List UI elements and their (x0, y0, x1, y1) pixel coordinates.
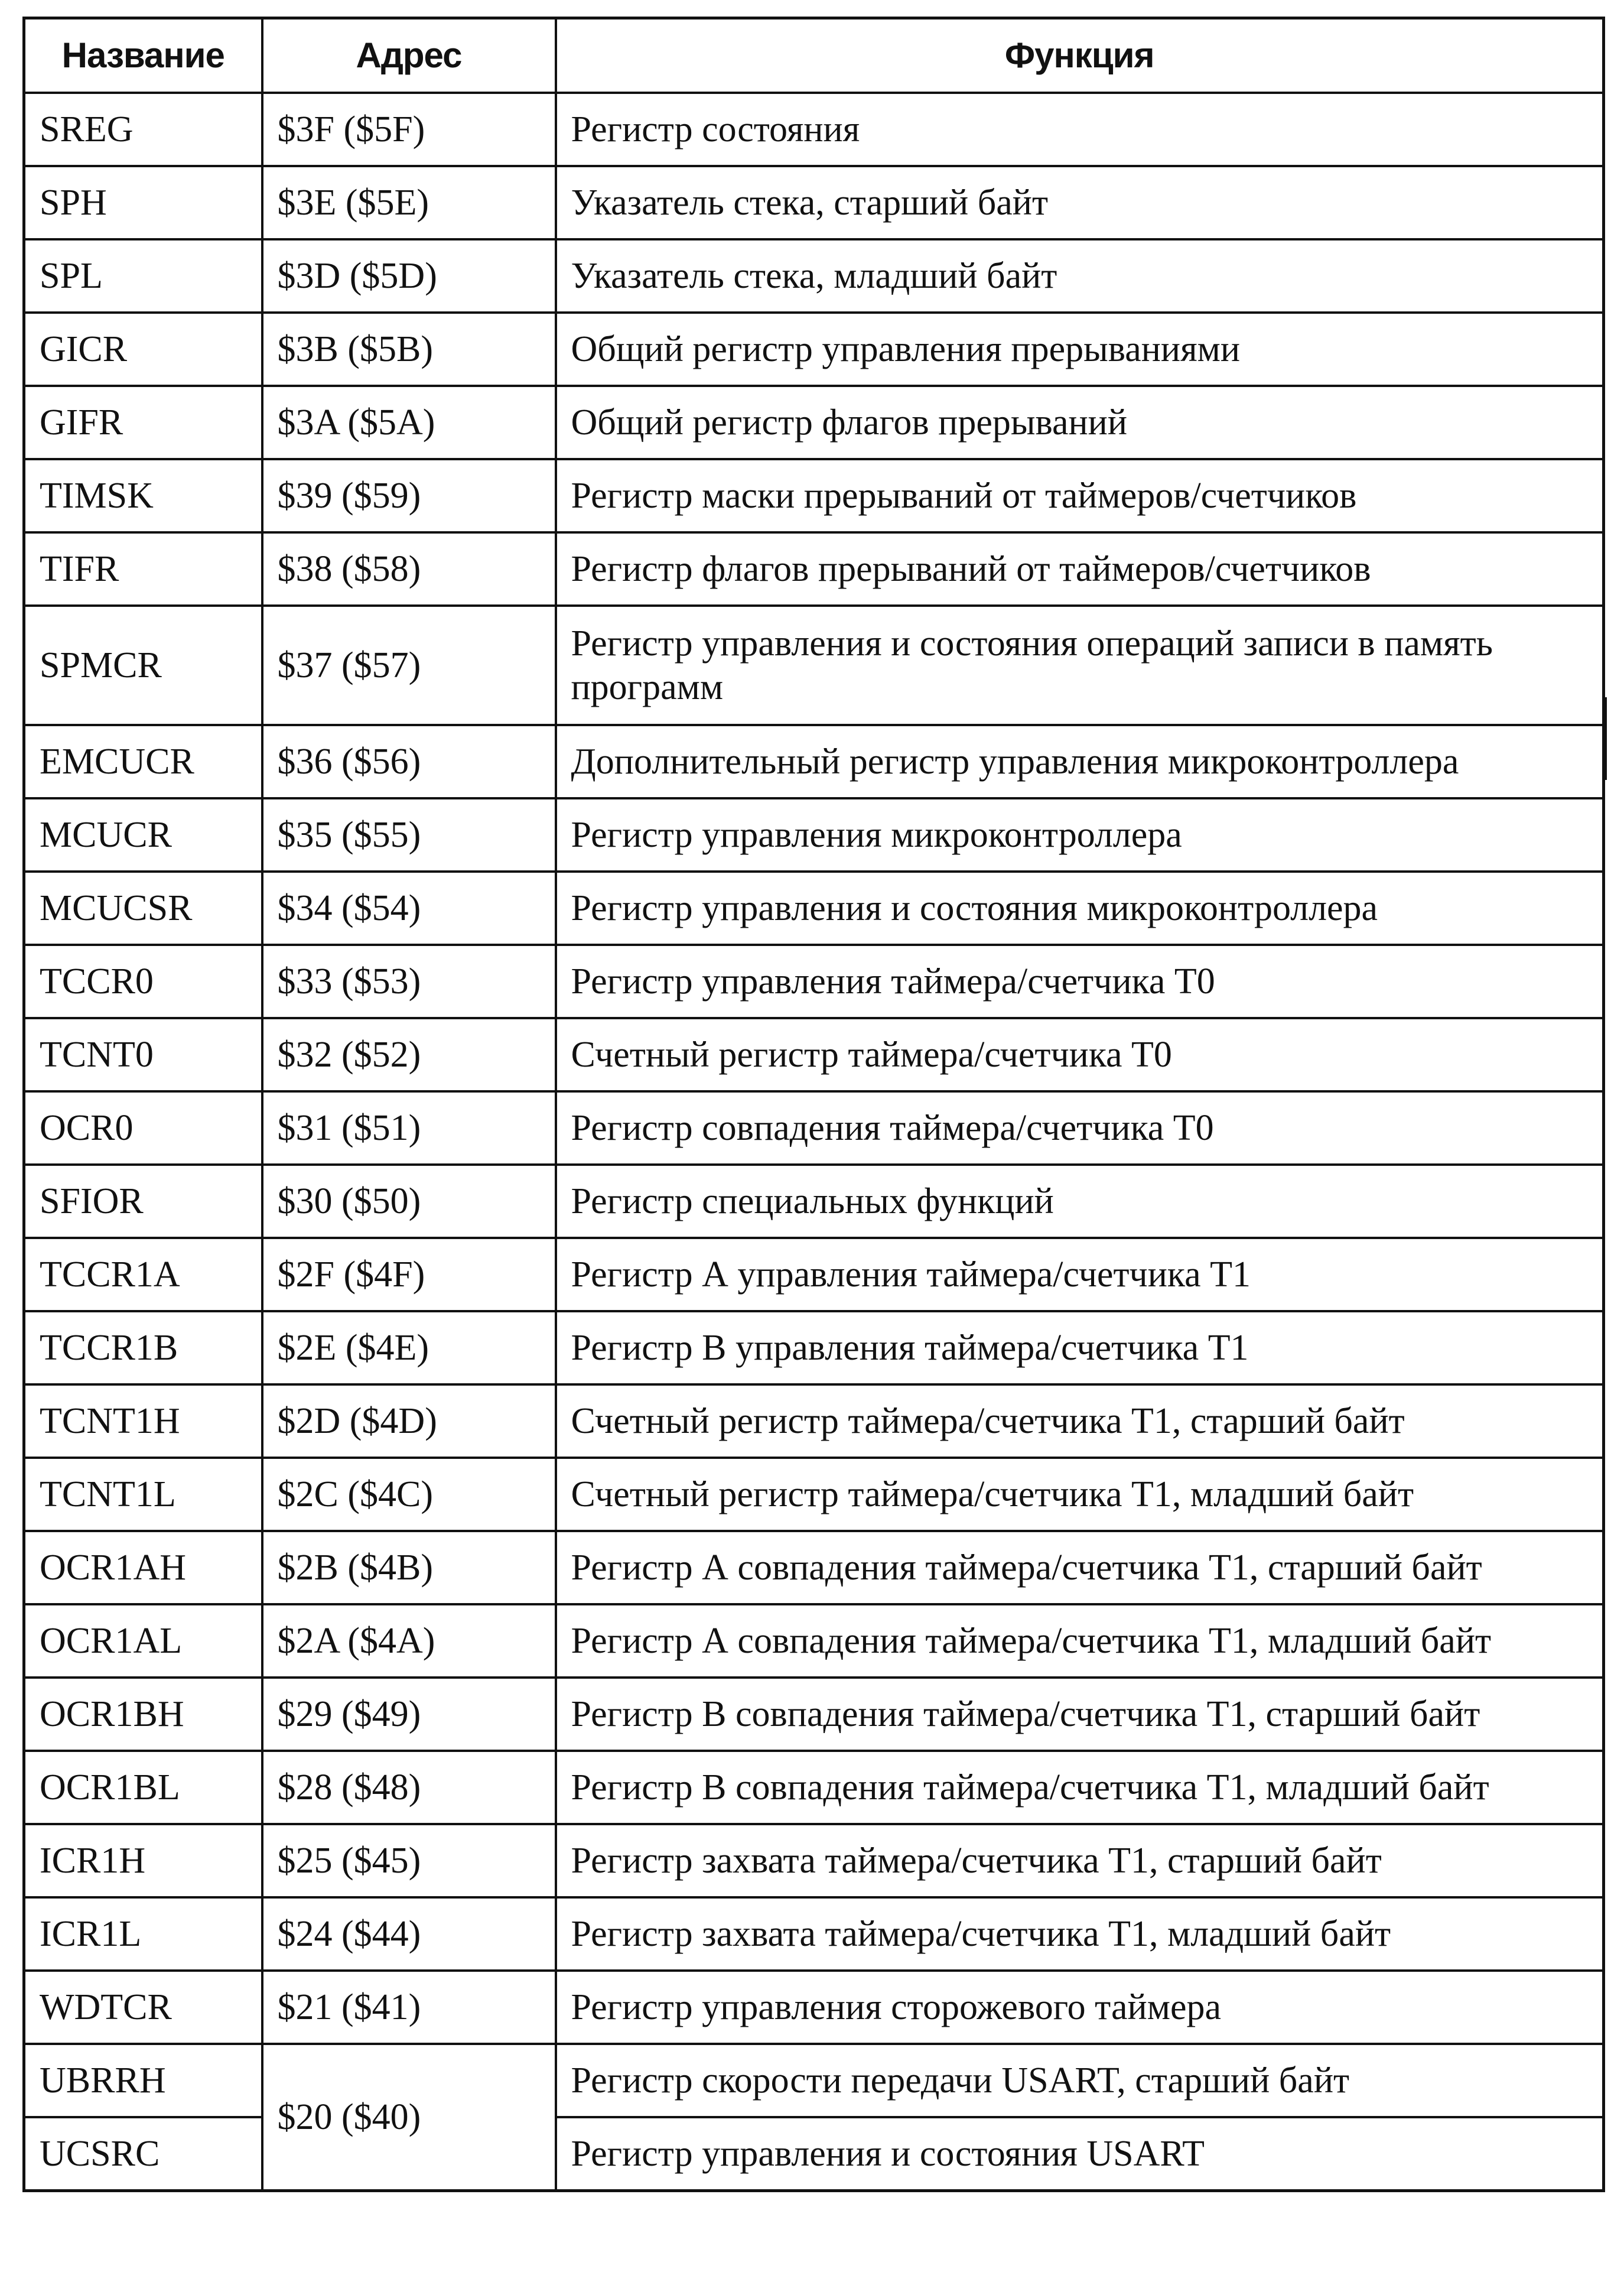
register-address: $2C ($4C) (262, 1458, 556, 1531)
register-function: Регистр А управления таймера/счетчика T1 (556, 1238, 1604, 1311)
register-name: WDTCR (24, 1971, 262, 2044)
register-address: $2B ($4B) (262, 1531, 556, 1604)
register-function: Счетный регистр таймера/счетчика T0 (556, 1018, 1604, 1091)
register-name: TIMSK (24, 459, 262, 532)
table-row (24, 798, 1604, 872)
table-row (24, 1384, 1604, 1458)
register-function: Регистр захвата таймера/счетчика T1, старший байт (556, 1824, 1604, 1897)
table-row (24, 1018, 1604, 1091)
register-name: TCNT1H (24, 1384, 262, 1458)
register-address: $37 ($57) (262, 606, 556, 725)
scan-edge-mark (1602, 697, 1607, 780)
register-address: $3F ($5F) (262, 93, 556, 166)
table-row (24, 725, 1604, 798)
register-name: UBRRH (24, 2044, 262, 2117)
register-name: GIFR (24, 386, 262, 459)
header-address: Адрес (262, 18, 556, 93)
register-function: Дополнительный регистр управления микроконтроллера (556, 725, 1604, 798)
register-function: Указатель стека, старший байт (556, 166, 1604, 239)
register-name: MCUCR (24, 798, 262, 872)
register-name: OCR1BL (24, 1751, 262, 1824)
register-name: TCNT1L (24, 1458, 262, 1531)
register-table (22, 17, 1605, 2192)
register-address: $2E ($4E) (262, 1311, 556, 1384)
register-address: $32 ($52) (262, 1018, 556, 1091)
register-function: Регистр совпадения таймера/счетчика T0 (556, 1091, 1604, 1165)
register-address: $2D ($4D) (262, 1384, 556, 1458)
register-name: OCR0 (24, 1091, 262, 1165)
table-row (24, 1824, 1604, 1897)
table-row (24, 166, 1604, 239)
table-row (24, 1751, 1604, 1824)
register-address: $3B ($5B) (262, 313, 556, 386)
register-address: $29 ($49) (262, 1678, 556, 1751)
register-address: $36 ($56) (262, 725, 556, 798)
register-function: Общий регистр управления прерываниями (556, 313, 1604, 386)
register-function: Регистр управления и состояния операций записи в память программ (556, 606, 1604, 725)
register-name: EMCUCR (24, 725, 262, 798)
register-name: TCCR1B (24, 1311, 262, 1384)
register-address: $35 ($55) (262, 798, 556, 872)
register-function: Регистр В совпадения таймера/счетчика T1, старший байт (556, 1678, 1604, 1751)
table-row (24, 1458, 1604, 1531)
register-address: $2A ($4A) (262, 1604, 556, 1678)
register-name: TCNT0 (24, 1018, 262, 1091)
table-row (24, 1091, 1604, 1165)
register-name: MCUCSR (24, 872, 262, 945)
table-row (24, 1238, 1604, 1311)
register-function: Регистр управления и состояния микроконтроллера (556, 872, 1604, 945)
table-row (24, 93, 1604, 166)
register-function: Регистр состояния (556, 93, 1604, 166)
register-address: $3E ($5E) (262, 166, 556, 239)
table-row (24, 1897, 1604, 1971)
register-function: Счетный регистр таймера/счетчика T1, младший байт (556, 1458, 1604, 1531)
register-address: $3A ($5A) (262, 386, 556, 459)
register-name: SPMCR (24, 606, 262, 725)
register-function: Регистр управления сторожевого таймера (556, 1971, 1604, 2044)
register-function: Регистр флагов прерываний от таймеров/счетчиков (556, 532, 1604, 606)
table-row (24, 239, 1604, 313)
table-header-row (24, 18, 1604, 93)
header-function: Функция (556, 18, 1604, 93)
register-function: Регистр управления таймера/счетчика T0 (556, 945, 1604, 1018)
register-name: SPH (24, 166, 262, 239)
register-address: $28 ($48) (262, 1751, 556, 1824)
register-function: Регистр А совпадения таймера/счетчика T1, младший байт (556, 1604, 1604, 1678)
register-function: Регистр специальных функций (556, 1165, 1604, 1238)
register-address: $21 ($41) (262, 1971, 556, 2044)
register-name: GICR (24, 313, 262, 386)
register-name: OCR1AL (24, 1604, 262, 1678)
table-row (24, 945, 1604, 1018)
register-function: Указатель стека, младший байт (556, 239, 1604, 313)
table-row (24, 459, 1604, 532)
header-name: Название (24, 18, 262, 93)
register-name: SFIOR (24, 1165, 262, 1238)
table-row (24, 606, 1604, 725)
register-name: TCCR0 (24, 945, 262, 1018)
table-row (24, 1531, 1604, 1604)
table-row (24, 1678, 1604, 1751)
register-name: UCSRC (24, 2117, 262, 2191)
register-name: TCCR1A (24, 1238, 262, 1311)
table-row (24, 2044, 1604, 2117)
table-row (24, 1311, 1604, 1384)
register-function: Регистр управления микроконтроллера (556, 798, 1604, 872)
register-address: $33 ($53) (262, 945, 556, 1018)
register-function: Регистр управления и состояния USART (556, 2117, 1604, 2191)
register-address: $30 ($50) (262, 1165, 556, 1238)
register-name: SPL (24, 239, 262, 313)
register-function: Регистр скорости передачи USART, старший байт (556, 2044, 1604, 2117)
table-row (24, 2117, 1604, 2191)
register-name: ICR1H (24, 1824, 262, 1897)
register-name: ICR1L (24, 1897, 262, 1971)
table-row (24, 1971, 1604, 2044)
register-name: OCR1BH (24, 1678, 262, 1751)
register-name: SREG (24, 93, 262, 166)
register-address: $31 ($51) (262, 1091, 556, 1165)
table-row (24, 1165, 1604, 1238)
register-function: Регистр А совпадения таймера/счетчика T1, старший байт (556, 1531, 1604, 1604)
register-function: Счетный регистр таймера/счетчика T1, старший байт (556, 1384, 1604, 1458)
register-address: $2F ($4F) (262, 1238, 556, 1311)
table-row (24, 1604, 1604, 1678)
table-row (24, 313, 1604, 386)
register-name: OCR1AH (24, 1531, 262, 1604)
register-address: $3D ($5D) (262, 239, 556, 313)
register-function: Общий регистр флагов прерываний (556, 386, 1604, 459)
register-address: $20 ($40) (262, 2044, 556, 2191)
table-row (24, 532, 1604, 606)
register-name: TIFR (24, 532, 262, 606)
register-function: Регистр захвата таймера/счетчика T1, младший байт (556, 1897, 1604, 1971)
register-address: $38 ($58) (262, 532, 556, 606)
register-function: Регистр В управления таймера/счетчика T1 (556, 1311, 1604, 1384)
register-address: $39 ($59) (262, 459, 556, 532)
register-address: $24 ($44) (262, 1897, 556, 1971)
register-address: $25 ($45) (262, 1824, 556, 1897)
register-address: $34 ($54) (262, 872, 556, 945)
table-row (24, 872, 1604, 945)
register-function: Регистр маски прерываний от таймеров/счетчиков (556, 459, 1604, 532)
register-function: Регистр В совпадения таймера/счетчика T1, младший байт (556, 1751, 1604, 1824)
table-row (24, 386, 1604, 459)
